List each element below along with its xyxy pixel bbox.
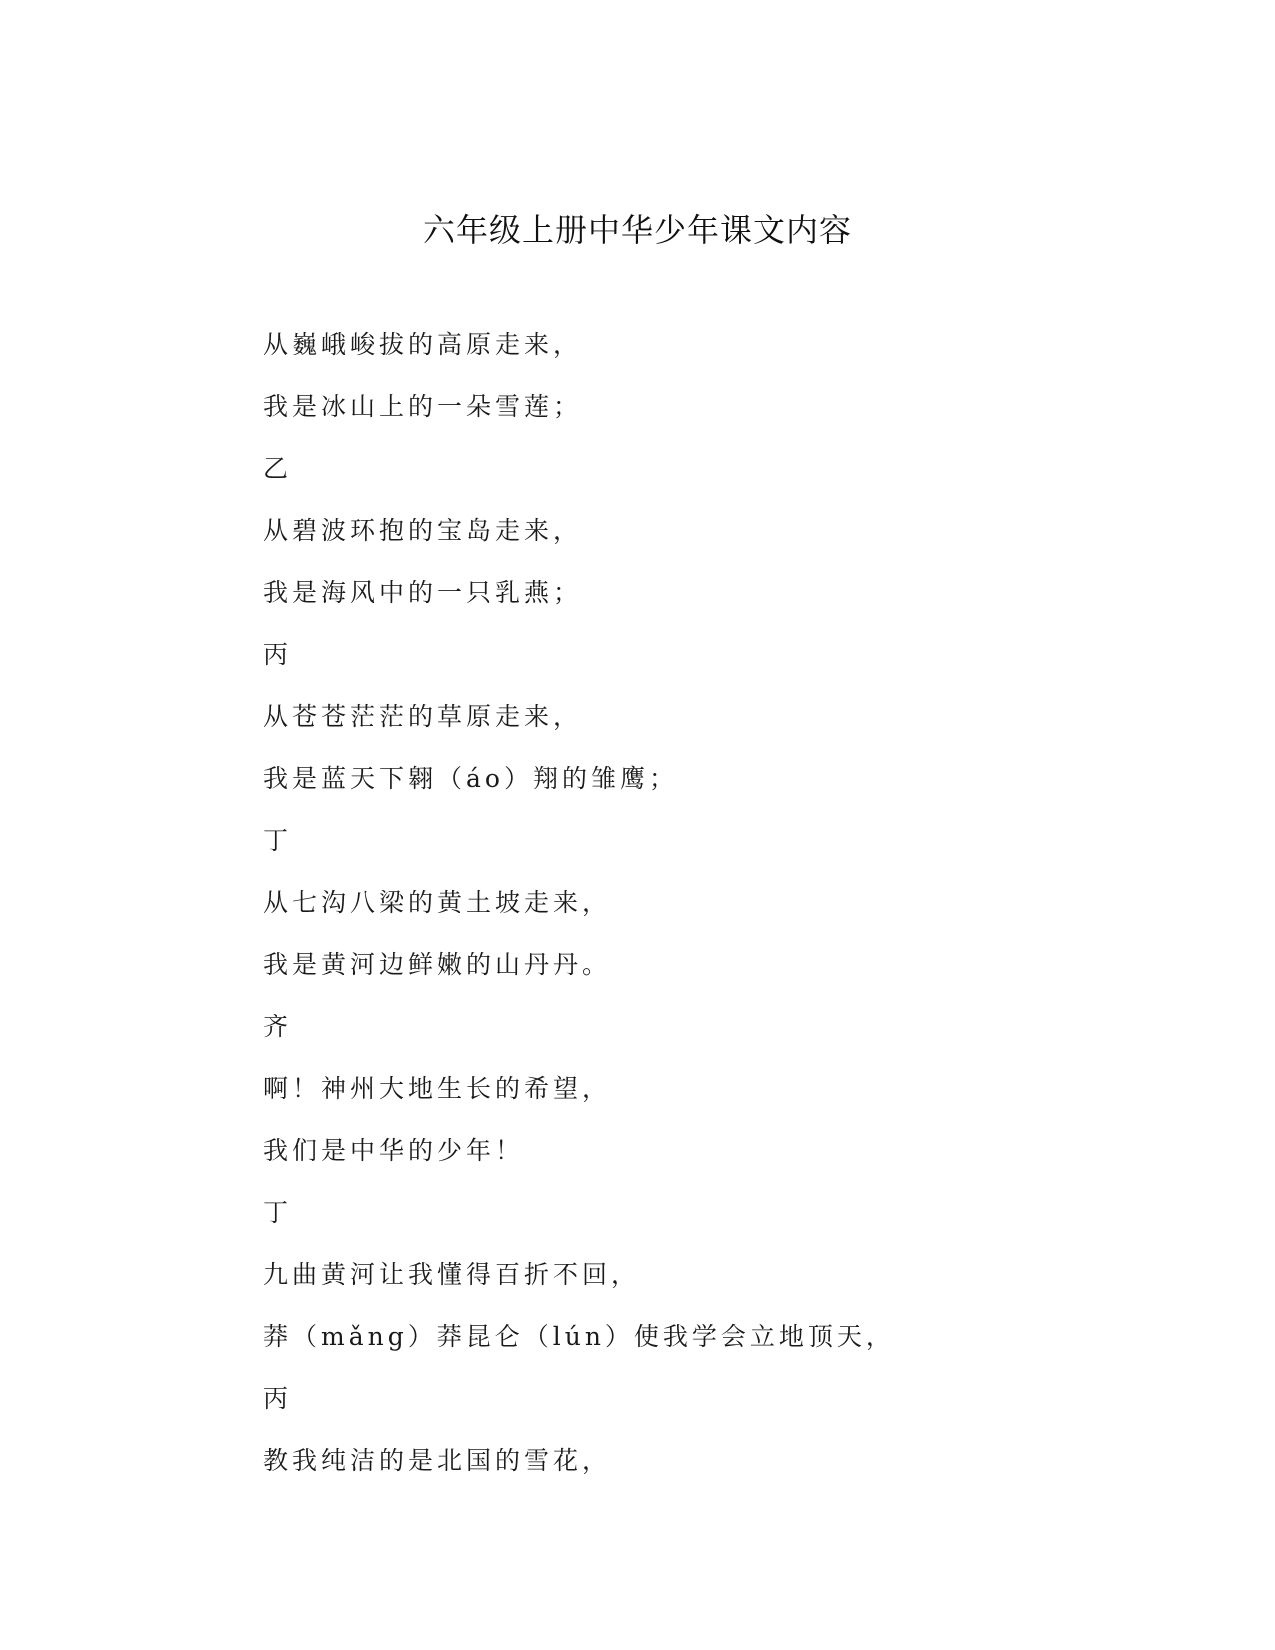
text-line: 从碧波环抱的宝岛走来， <box>263 516 583 545</box>
text-body <box>263 330 1163 1508</box>
text-line: 我是黄河边鲜嫩的山丹丹。 <box>263 950 612 979</box>
speaker-label: 乙 <box>263 454 293 483</box>
speaker-label: 丙 <box>263 1384 293 1413</box>
text-line: 从苍苍茫茫的草原走来， <box>263 702 583 731</box>
speaker-label: 丙 <box>263 640 293 669</box>
text-line: 我是海风中的一只乳燕； <box>263 578 583 607</box>
page-title: 六年级上册中华少年课文内容 <box>422 211 852 249</box>
text-line: 从巍峨峻拔的高原走来， <box>263 330 583 359</box>
text-line: 九曲黄河让我懂得百折不回， <box>263 1260 641 1289</box>
speaker-label: 丁 <box>263 826 293 855</box>
text-line: 我是蓝天下翱（áo）翔的雏鹰； <box>263 764 678 793</box>
speaker-label: 丁 <box>263 1198 293 1227</box>
text-line: 我们是中华的少年！ <box>263 1136 525 1165</box>
text-line: 莽（mǎng）莽昆仑（lún）使我学会立地顶天， <box>263 1322 895 1351</box>
text-line: 从七沟八梁的黄土坡走来， <box>263 888 612 917</box>
text-line: 我是冰山上的一朵雪莲； <box>263 392 583 421</box>
text-line: 教我纯洁的是北国的雪花， <box>263 1446 612 1475</box>
text-line: 啊！神州大地生长的希望， <box>263 1074 612 1103</box>
speaker-label: 齐 <box>263 1012 293 1041</box>
